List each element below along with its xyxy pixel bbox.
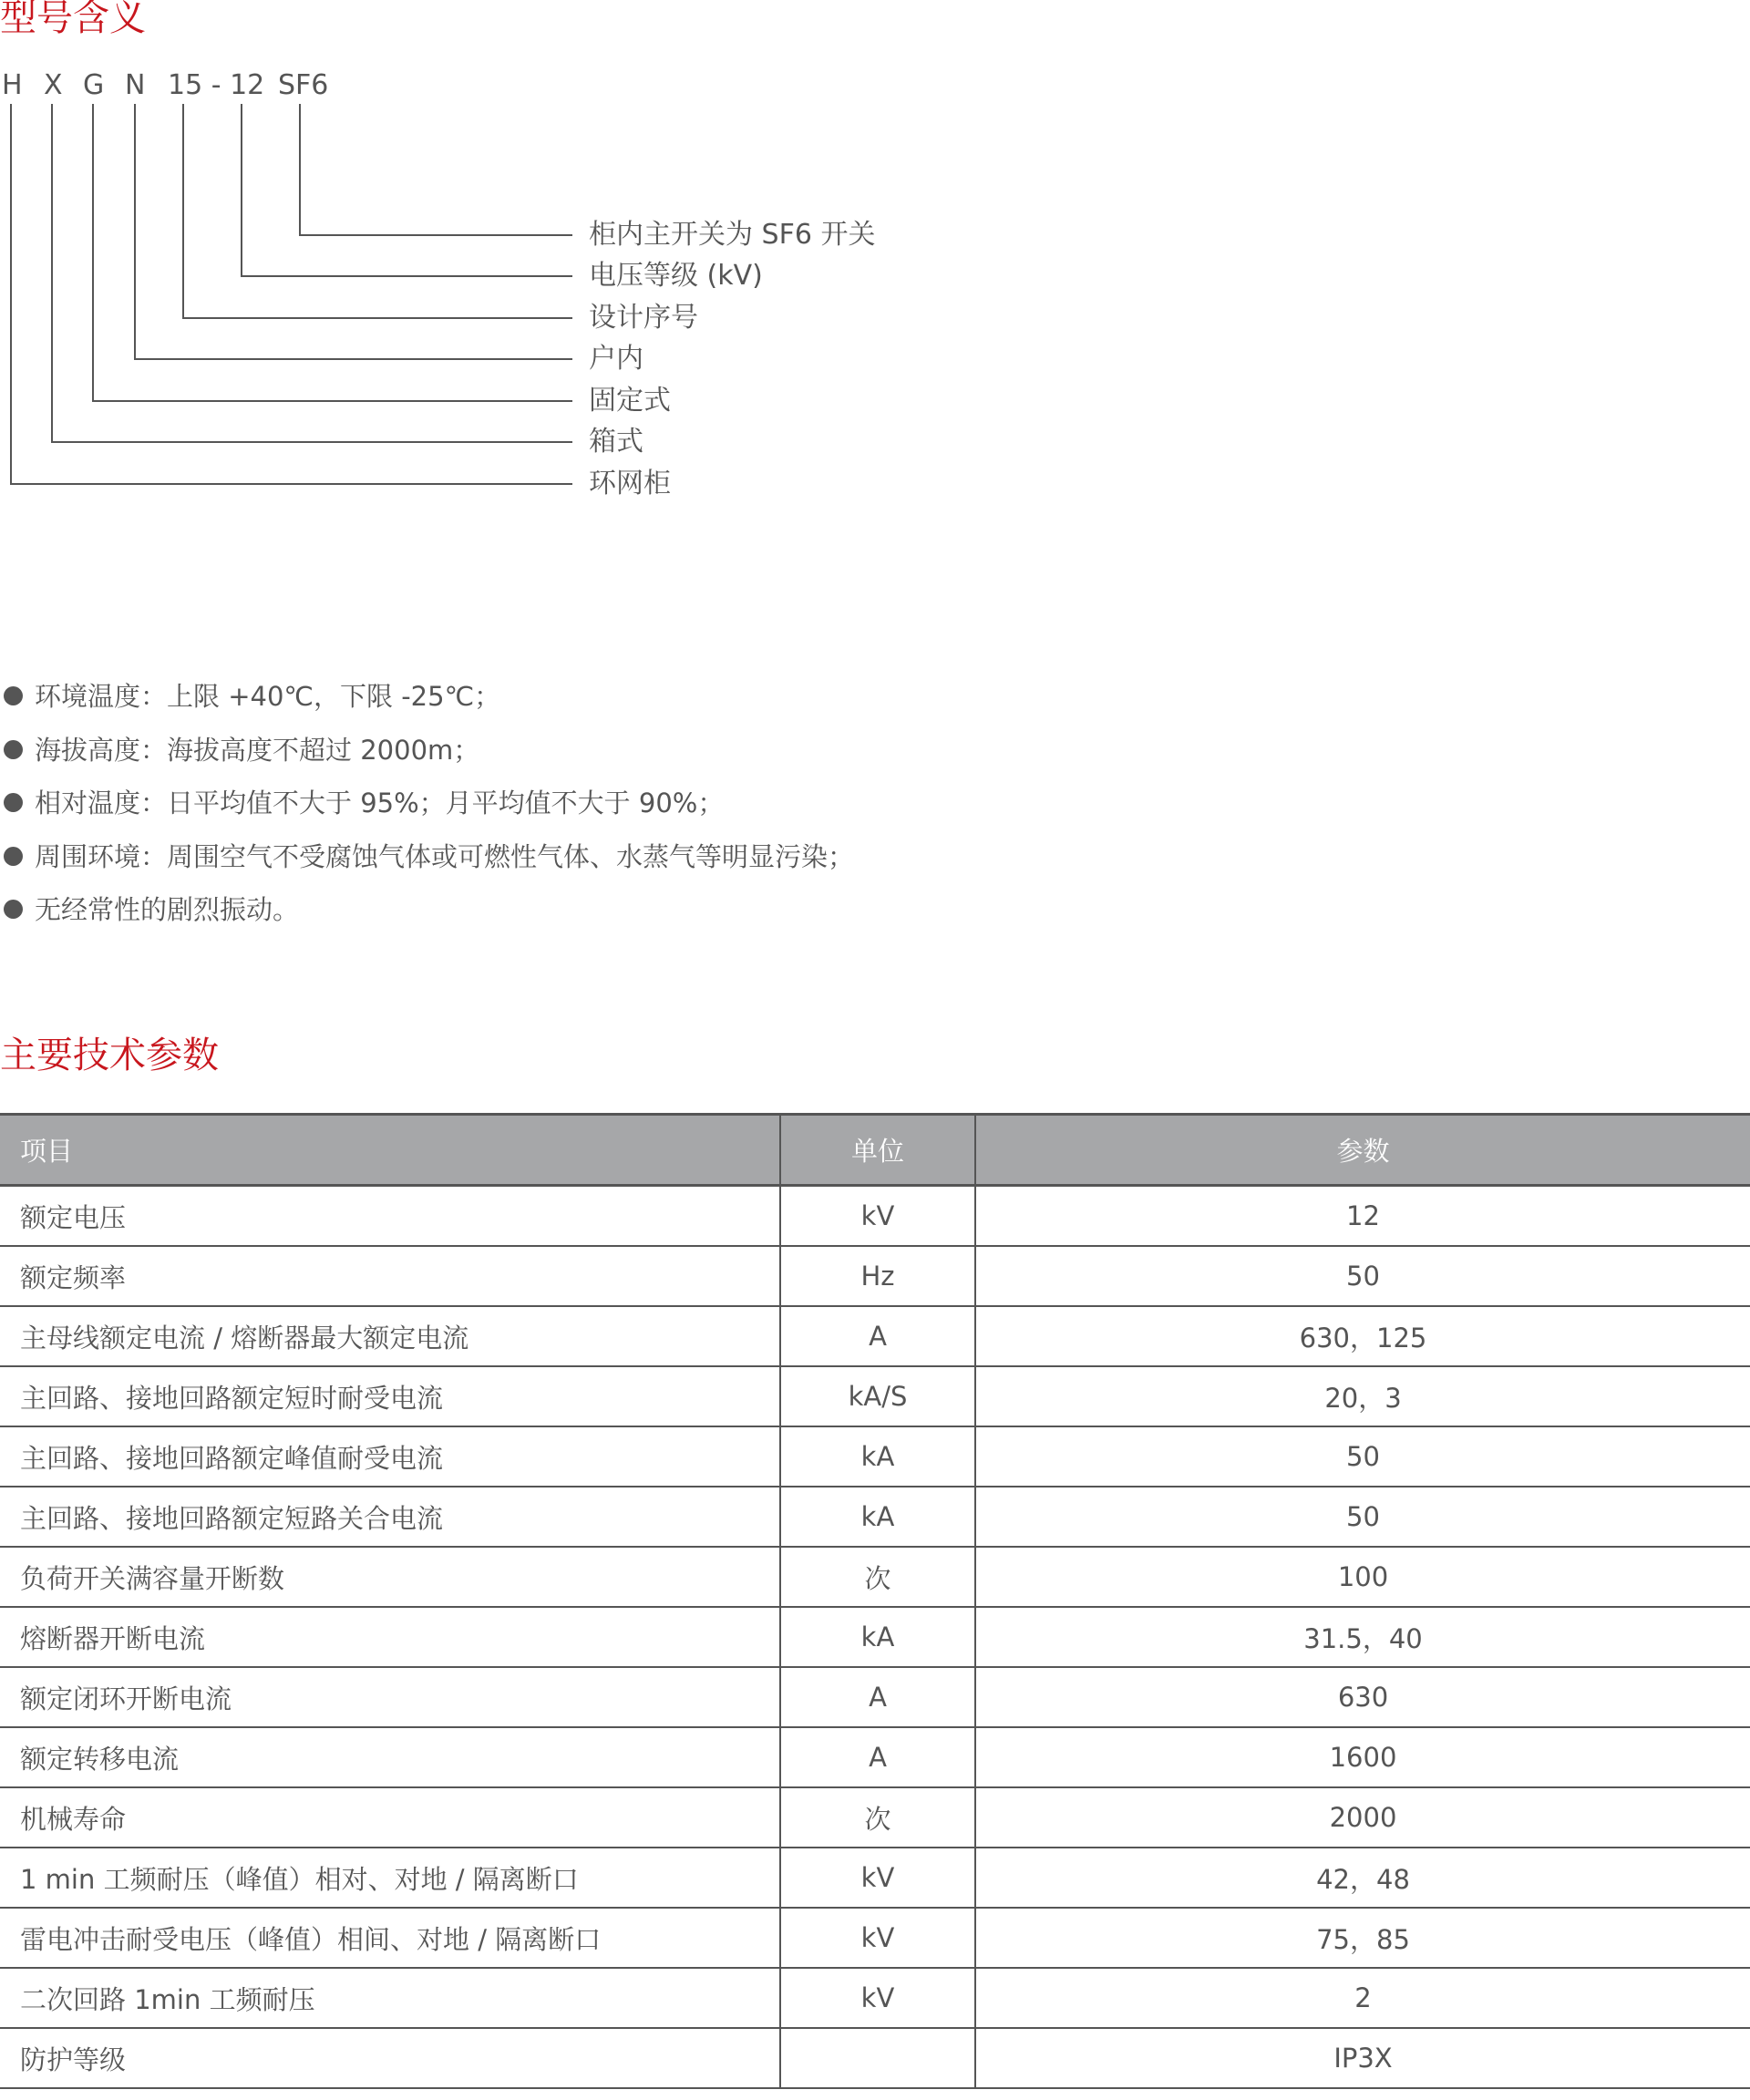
list-item: [0, 839, 854, 892]
cell-item: 额定转移电流: [0, 1727, 780, 1787]
cell-unit: 次: [780, 1787, 975, 1848]
condition-text: 海拔高度：海拔高度不超过 2000m；: [35, 734, 480, 766]
cell-item: 负荷开关满容量开断数: [0, 1547, 780, 1607]
list-item: [0, 732, 854, 786]
table-row: [0, 1908, 1750, 1968]
cell-value: 100: [975, 1547, 1750, 1607]
connector-box: [52, 104, 572, 442]
cell-value: 2: [975, 1968, 1750, 2028]
connector-lines: [0, 0, 911, 510]
cell-unit: A: [780, 1727, 975, 1787]
cell-value: 630: [975, 1667, 1750, 1727]
table-row: [0, 1186, 1750, 1247]
table-row: [0, 1607, 1750, 1667]
cell-item: 熔断器开断电流: [0, 1607, 780, 1667]
cell-value: 50: [975, 1246, 1750, 1306]
table-row: [0, 1547, 1750, 1607]
code-part-n: N: [125, 69, 146, 101]
cell-unit: A: [780, 1667, 975, 1727]
cell-item: 主回路、接地回路额定峰值耐受电流: [0, 1426, 780, 1487]
table-row: [0, 1727, 1750, 1787]
cell-unit: kA: [780, 1487, 975, 1547]
bullet-icon: [4, 900, 23, 919]
cell-unit: kV: [780, 1186, 975, 1247]
cell-unit: kA/S: [780, 1366, 975, 1426]
cell-item: 防护等级: [0, 2028, 780, 2088]
header-unit: 单位: [780, 1115, 975, 1186]
table-row: [0, 2028, 1750, 2088]
cell-unit: kV: [780, 1848, 975, 1908]
connector-indoor: [135, 104, 572, 359]
meaning-fixed: 固定式: [589, 385, 671, 417]
table-row: [0, 1667, 1750, 1727]
table-row: [0, 1306, 1750, 1366]
cell-item: 1 min 工频耐压（峰值）相对、对地 / 隔离断口: [0, 1848, 780, 1908]
connector-ring: [11, 104, 572, 484]
cell-value: 2000: [975, 1787, 1750, 1848]
header-item: 项目: [0, 1115, 780, 1186]
cell-value: 20，3: [975, 1366, 1750, 1426]
cell-value: 31.5，40: [975, 1607, 1750, 1667]
cell-item: 二次回路 1min 工频耐压: [0, 1968, 780, 2028]
cell-unit: [780, 2028, 975, 2088]
cell-item: 机械寿命: [0, 1787, 780, 1848]
condition-text: 环境温度：上限 +40℃，下限 -25℃；: [35, 681, 501, 712]
bullet-icon: [4, 686, 23, 705]
technical-params-title: 主要技术参数: [0, 1035, 219, 1076]
meaning-voltage: 电压等级 (kV): [589, 260, 763, 292]
list-item: [0, 891, 854, 945]
table-row: [0, 1246, 1750, 1306]
condition-text: 相对温度：日平均值不大于 95%；月平均值不大于 90%；: [35, 788, 725, 818]
model-code-diagram: [0, 0, 911, 510]
table-row: [0, 1968, 1750, 2028]
connector-fixed: [93, 104, 572, 401]
cell-unit: kV: [780, 1908, 975, 1968]
meaning-design-no: 设计序号: [589, 302, 698, 334]
header-value: 参数: [975, 1115, 1750, 1186]
operating-conditions-list: [0, 678, 854, 945]
cell-value: 12: [975, 1186, 1750, 1247]
technical-params-table: [0, 1113, 1750, 2089]
cell-value: IP3X: [975, 2028, 1750, 2088]
cell-value: 630，125: [975, 1306, 1750, 1366]
condition-text: 无经常性的剧烈振动。: [35, 894, 300, 925]
cell-value: 75，85: [975, 1908, 1750, 1968]
cell-item: 额定频率: [0, 1246, 780, 1306]
connector-voltage: [242, 104, 572, 276]
code-part-g: G: [83, 69, 105, 101]
cell-item: 额定闭环开断电流: [0, 1667, 780, 1727]
cell-item: 主回路、接地回路额定短路关合电流: [0, 1487, 780, 1547]
code-part-rating: 15 - 12: [168, 69, 265, 101]
list-item: [0, 678, 854, 732]
table-row: [0, 1366, 1750, 1426]
bullet-icon: [4, 847, 23, 866]
cell-item: 额定电压: [0, 1186, 780, 1247]
cell-item: 主回路、接地回路额定短时耐受电流: [0, 1366, 780, 1426]
cell-unit: kV: [780, 1968, 975, 2028]
table-row: [0, 1787, 1750, 1848]
cell-unit: 次: [780, 1547, 975, 1607]
meaning-sf6-switch: 柜内主开关为 SF6 开关: [589, 219, 876, 251]
cell-item: 主母线额定电流 / 熔断器最大额定电流: [0, 1306, 780, 1366]
code-part-sf6: SF6: [278, 69, 329, 101]
table-body: [0, 1186, 1750, 2089]
cell-unit: Hz: [780, 1246, 975, 1306]
cell-unit: A: [780, 1306, 975, 1366]
cell-unit: kA: [780, 1426, 975, 1487]
cell-value: 50: [975, 1426, 1750, 1487]
cell-value: 1600: [975, 1727, 1750, 1787]
list-item: [0, 785, 854, 839]
table-row: [0, 1487, 1750, 1547]
condition-text: 周围环境：周围空气不受腐蚀气体或可燃性气体、水蒸气等明显污染；: [35, 840, 855, 872]
bullet-icon: [4, 793, 23, 812]
meaning-ring-unit: 环网柜: [589, 468, 671, 499]
model-meaning-title: 型号含义: [0, 0, 146, 39]
code-part-h: H: [2, 69, 23, 101]
meaning-box-type: 箱式: [589, 426, 643, 458]
table-header-row: [0, 1115, 1750, 1186]
cell-item: 雷电冲击耐受电压（峰值）相间、对地 / 隔离断口: [0, 1908, 780, 1968]
bullet-icon: [4, 740, 23, 759]
meaning-indoor: 户内: [589, 343, 643, 375]
connector-sf6: [300, 104, 572, 235]
table-row: [0, 1848, 1750, 1908]
cell-value: 50: [975, 1487, 1750, 1547]
code-part-x: X: [44, 69, 63, 101]
table-row: [0, 1426, 1750, 1487]
cell-unit: kA: [780, 1607, 975, 1667]
cell-value: 42，48: [975, 1848, 1750, 1908]
